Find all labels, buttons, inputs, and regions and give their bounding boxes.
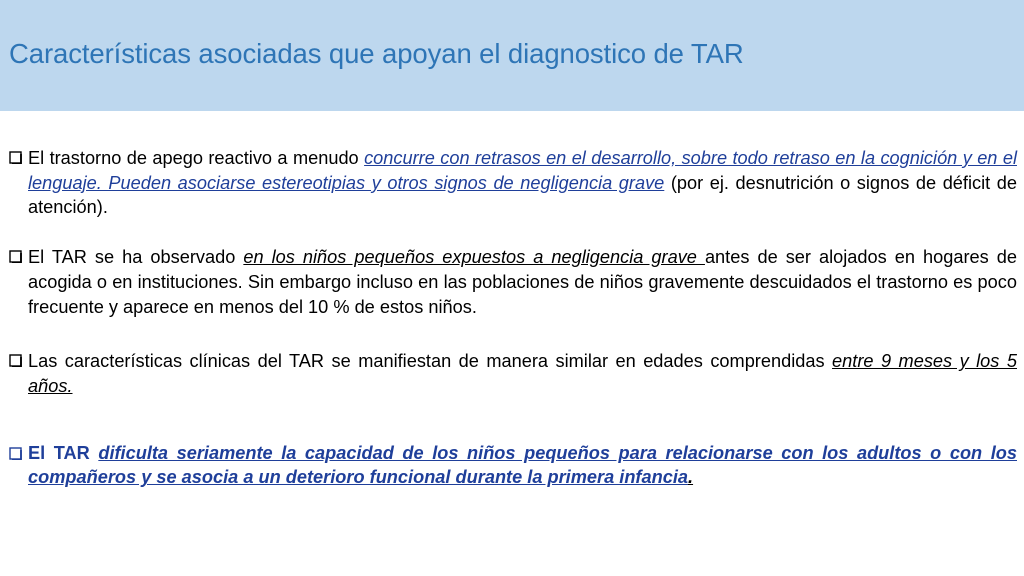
bullet-text-end: antes de ser alojados en hogares de acogida o en instituciones. Sin embargo incluso en las poblaciones de niños gravemente descuidados el trastorno es poco frecuente y aparece en menos del 10 % de estos niños.: [28, 247, 1017, 317]
bullet-item: [8, 245, 1017, 319]
bullet-item: [8, 441, 1017, 490]
bullet-text: El TAR: [28, 442, 99, 463]
bullet-emphasis: concurre con retrasos en el desarrollo, sobre todo retraso en la cognición y en el lenguaje. Pueden asociarse estereotipias y otros signos de negligencia grave: [28, 148, 1017, 193]
bullet-text-end: (por ej. desnutrición o signos de déficit de atención).: [28, 172, 1017, 218]
bullet-text: El trastorno de apego reactivo a menudo: [28, 148, 365, 168]
slide-content: [8, 146, 1017, 490]
bullet-emphasis: entre 9 meses y los 5 años.: [28, 351, 1017, 396]
bullet-item: [8, 349, 1017, 398]
title-bar: [0, 0, 1024, 111]
checkbox-bullet-icon: [9, 250, 22, 263]
checkbox-bullet-icon: [9, 151, 22, 164]
bullet-emphasis: dificulta seriamente la capacidad de los niños pequeños para relacionarse con los adultos o con los compañeros y se asocia a un deterioro funcional durante la primera infancia: [28, 442, 1017, 488]
bullet-emphasis: en los niños pequeños expuestos a negligencia grave: [243, 247, 705, 268]
bullet-item: [8, 146, 1017, 220]
checkbox-bullet-icon: [9, 354, 22, 367]
checkbox-bullet-icon: [9, 447, 22, 460]
slide-title: Características asociadas que apoyan el diagnostico de TAR: [9, 38, 744, 69]
bullet-text-end: .: [688, 467, 694, 488]
bullet-text: El TAR se ha observado: [28, 247, 244, 268]
bullet-text: Las características clínicas del TAR se manifiestan de manera similar en edades comprendidas: [28, 351, 833, 372]
